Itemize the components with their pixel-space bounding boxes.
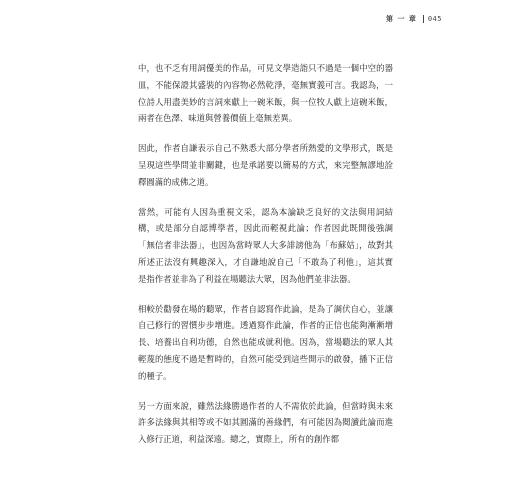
paragraph-4: 相較於勸發在場的聽眾，作者自認寫作此論，是為了調伏自心，並讓自己修行的習慣步步增進。透過寫作此論，作者的正信也能夠漸漸增長、培養出自利功德，自然也能成就利他。因為，當場聽法的眾人其輕蔑的態度不過是暫時的，自然可能受到這些開示的啟發，播下正信的種子。 bbox=[138, 303, 393, 381]
paragraph-2: 因此，作者自謙表示自己不熟悉大部分學者所熱愛的文學形式，既是呈現這些學問並非關鍵，也是承諾要以簡易的方式，來完整無謬地詮釋圓滿的成佛之道。 bbox=[138, 143, 393, 187]
chapter-label: 第 一 章 bbox=[385, 14, 417, 23]
paragraph-1: 中，也不乏有用詞優美的作品，可見文學造詣只不過是一個中空的器皿，不能保證其盛裝的內容物必然乾淨，毫無實義可言。我認為，一位詩人用盡美妙的言詞來獻上一碗米飯，與一位牧人獻上這碗米飯，兩者在色澤、味道與營養價值上毫無差異。 bbox=[138, 63, 393, 124]
running-head bbox=[386, 14, 442, 24]
body-text bbox=[138, 60, 393, 461]
page-number: 045 bbox=[427, 15, 442, 23]
header-divider bbox=[423, 15, 424, 23]
paragraph-5: 另一方面來說，雖然法緣勝過作者的人不需依於此論，但當時與未來許多法緣與其相等或不如其圓滿的善緣們，有可能因為閱讀此論而進入修行正道，利益深遠。總之，實際上，所有的創作都 bbox=[138, 400, 393, 445]
paragraph-3: 當然，可能有人因為重視文采，認為本論缺乏良好的文法與用詞結構，或是部分自認博學者，因此而輕視此論；作者因此既開後強調「無信者非法器」，也因為當時眾人大多誹謗他為「布蘇姑」，故對其所述正法沒有興趣深入，才自謙地說自己「不敢為了利他」，這其實是指作者並非為了利益在場聽法大眾，因為他們並非法器。 bbox=[138, 206, 393, 284]
